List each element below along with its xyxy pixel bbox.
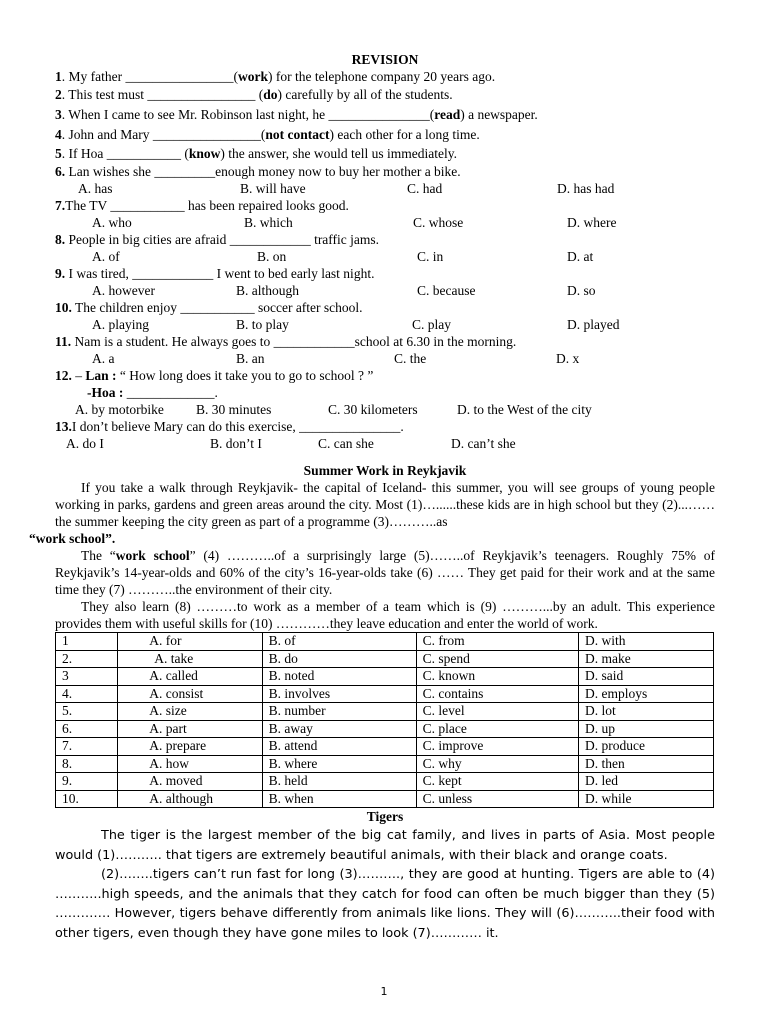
question-8: 8. People in big cities are afraid ____________ traffic jams.: [55, 232, 380, 247]
answer-option-cell[interactable]: A. for: [118, 633, 262, 651]
answer-option-cell[interactable]: C. from: [416, 633, 578, 651]
option-d[interactable]: D. played: [567, 317, 620, 332]
answer-option-cell[interactable]: C. place: [416, 720, 578, 738]
answer-table-row: [56, 738, 714, 756]
answer-number-cell: 6.: [56, 720, 118, 738]
question-11: 11. Nam is a student. He always goes to ____________school at 6.30 in the morning.: [55, 334, 517, 349]
question-12: 12. – Lan : “ How long does it take you to go to school ? ”: [55, 368, 374, 383]
answer-number-cell: 9.: [56, 773, 118, 791]
answer-option-cell[interactable]: C. contains: [416, 685, 578, 703]
question-7: 7.The TV ___________ has been repaired looks good.: [55, 198, 349, 213]
option-d[interactable]: D. to the West of the city: [457, 402, 592, 417]
answer-option-cell[interactable]: A. part: [118, 720, 262, 738]
worksheet-page: [29, 52, 715, 943]
answer-table-row: [56, 668, 714, 686]
answer-option-cell[interactable]: C. unless: [416, 790, 578, 808]
option-a[interactable]: A. by motorbike: [75, 402, 164, 417]
answer-option-cell[interactable]: B. noted: [262, 668, 416, 686]
question-6-options: [55, 180, 715, 197]
reading-paragraph-3: They also learn (8) ………to work as a member of a team which is (9) ………...by an adult. This experience provides them with useful skills for (10) …………they leave education and enter the world of work.: [55, 599, 715, 631]
question-6: 6. Lan wishes she _________enough money now to buy her mother a bike.: [55, 164, 461, 179]
question-2: 2. This test must ________________ (do) carefully by all of the students.: [55, 87, 453, 102]
answer-number-cell: 4.: [56, 685, 118, 703]
answer-number-cell: 5.: [56, 703, 118, 721]
question-10-options: [55, 316, 715, 333]
option-b[interactable]: B. although: [236, 283, 299, 298]
page-title: REVISION: [351, 52, 419, 67]
answer-number-cell: 7.: [56, 738, 118, 756]
option-c[interactable]: C. the: [394, 351, 427, 366]
answer-option-cell[interactable]: A. size: [118, 703, 262, 721]
answer-option-cell[interactable]: C. improve: [416, 738, 578, 756]
option-a[interactable]: A. has: [78, 181, 113, 196]
answer-option-cell[interactable]: B. of: [262, 633, 416, 651]
answer-table-row: [56, 650, 714, 668]
answer-number-cell: 10.: [56, 790, 118, 808]
answer-option-cell[interactable]: B. away: [262, 720, 416, 738]
question-1: 1. My father ________________(work) for the telephone company 20 years ago.: [55, 69, 496, 84]
tigers-paragraph-2: (2)……..tigers can’t run fast for long (3)………., they are good at hunting. Tigers are able to (4) ………..high speeds, and the animals that they catch for food can often be much bigger than they (5) …………. However, tigers behave differently from animals like lions. They will (6)………..their food with other tigers, even though they have gone miles to look (7)………… it.: [55, 867, 715, 941]
option-d[interactable]: D. can’t she: [451, 436, 516, 451]
option-b[interactable]: B. on: [257, 249, 287, 264]
option-c[interactable]: C. 30 kilometers: [328, 402, 418, 417]
option-b[interactable]: B. don’t I: [210, 436, 262, 451]
question-10: 10. The children enjoy ___________ soccer after school.: [55, 300, 363, 315]
question-5: 5. If Hoa ___________ (know) the answer, she would tell us immediately.: [55, 146, 458, 161]
answer-option-cell[interactable]: D. lot: [579, 703, 714, 721]
option-c[interactable]: C. because: [417, 283, 476, 298]
answer-option-cell[interactable]: B. involves: [262, 685, 416, 703]
answer-option-cell[interactable]: A. moved: [118, 773, 262, 791]
option-c[interactable]: C. whose: [413, 215, 464, 230]
answer-option-cell[interactable]: D. make: [579, 650, 714, 668]
option-a[interactable]: A. however: [92, 283, 155, 298]
option-d[interactable]: D. so: [567, 283, 596, 298]
answer-option-cell[interactable]: D. with: [579, 633, 714, 651]
question-3: 3. When I came to see Mr. Robinson last night, he _______________(read) a newspaper.: [55, 107, 538, 122]
option-a[interactable]: A. of: [92, 249, 120, 264]
answer-number-cell: 8.: [56, 755, 118, 773]
answer-option-cell[interactable]: A. how: [118, 755, 262, 773]
answer-option-cell[interactable]: C. kept: [416, 773, 578, 791]
option-c[interactable]: C. play: [412, 317, 451, 332]
option-c[interactable]: C. had: [407, 181, 443, 196]
answer-option-cell[interactable]: B. do: [262, 650, 416, 668]
answer-option-cell[interactable]: D. produce: [579, 738, 714, 756]
answer-option-cell[interactable]: A. consist: [118, 685, 262, 703]
option-b[interactable]: B. to play: [236, 317, 289, 332]
answer-option-cell[interactable]: A. although: [118, 790, 262, 808]
option-c[interactable]: C. can she: [318, 436, 374, 451]
answer-option-cell[interactable]: A. take: [118, 650, 262, 668]
question-9: 9. I was tired, ____________ I went to bed early last night.: [55, 266, 375, 281]
answer-table-row: [56, 720, 714, 738]
answer-option-cell[interactable]: C. spend: [416, 650, 578, 668]
page-number: 1: [380, 985, 388, 998]
answer-option-cell[interactable]: B. where: [262, 755, 416, 773]
answer-option-cell[interactable]: C. level: [416, 703, 578, 721]
answer-option-cell[interactable]: B. when: [262, 790, 416, 808]
answer-option-cell[interactable]: D. then: [579, 755, 714, 773]
answer-table-row: [56, 703, 714, 721]
answer-option-cell[interactable]: D. led: [579, 773, 714, 791]
question-7-options: [55, 214, 715, 231]
answer-option-cell[interactable]: C. why: [416, 755, 578, 773]
question-13: 13.I don’t believe Mary can do this exercise, _______________.: [55, 419, 404, 434]
answer-table-row: [56, 773, 714, 791]
option-b[interactable]: B. will have: [240, 181, 306, 196]
reading-title-reykjavik: Summer Work in Reykjavik: [303, 463, 467, 478]
answer-number-cell: 1: [56, 633, 118, 651]
question-8-options: [55, 248, 715, 265]
option-a[interactable]: A. a: [92, 351, 115, 366]
question-4: 4. John and Mary ________________(not contact) each other for a long time.: [55, 127, 480, 142]
option-d[interactable]: D. has had: [557, 181, 615, 196]
option-b[interactable]: B. 30 minutes: [196, 402, 272, 417]
answer-table-row: [56, 755, 714, 773]
answer-table-row: [56, 790, 714, 808]
question-12-reply: -Hoa : _____________.: [87, 385, 218, 400]
option-d[interactable]: D. where: [567, 215, 617, 230]
reading-paragraph-2: The “work school” (4) ………..of a surprisingly large (5)……..of Reykjavik’s teenagers. Roughly 75% of Reykjavik’s 14-year-olds and 60% of the city’s 16-year-olds take (6) …… They get paid for their work and at the same time they (7) ………..the environment of their city.: [55, 548, 715, 597]
answer-option-cell[interactable]: B. held: [262, 773, 416, 791]
answer-options-table: [55, 632, 714, 808]
question-11-options: [55, 350, 715, 367]
answer-option-cell[interactable]: A. called: [118, 668, 262, 686]
answer-option-cell[interactable]: B. attend: [262, 738, 416, 756]
reading-title-tigers: Tigers: [366, 809, 404, 824]
option-a[interactable]: A. do I: [66, 436, 104, 451]
question-12-options: [55, 401, 715, 418]
option-a[interactable]: A. playing: [92, 317, 149, 332]
question-9-options: [55, 282, 715, 299]
option-b[interactable]: B. which: [244, 215, 293, 230]
option-c[interactable]: C. in: [417, 249, 444, 264]
answer-option-cell[interactable]: A. prepare: [118, 738, 262, 756]
option-a[interactable]: A. who: [92, 215, 132, 230]
answer-number-cell: 3: [56, 668, 118, 686]
answer-table-row: [56, 633, 714, 651]
option-d[interactable]: D. x: [556, 351, 580, 366]
answer-option-cell[interactable]: C. known: [416, 668, 578, 686]
option-d[interactable]: D. at: [567, 249, 594, 264]
answer-option-cell[interactable]: D. while: [579, 790, 714, 808]
answer-option-cell[interactable]: D. up: [579, 720, 714, 738]
option-b[interactable]: B. an: [236, 351, 265, 366]
answer-option-cell[interactable]: D. employs: [579, 685, 714, 703]
answer-table-row: [56, 685, 714, 703]
tigers-paragraph-1: The tiger is the largest member of the big cat family, and lives in parts of Asia. Most people would (1)……….. that tigers are extremely beautiful animals, with their black and orange coats.: [55, 828, 715, 863]
question-13-options: [55, 435, 715, 452]
answer-option-cell[interactable]: D. said: [579, 668, 714, 686]
reading-paragraph-1: If you take a walk through Reykjavik- the capital of Iceland- this summer, you will see groups of young people working in parks, gardens and green areas around the city. Most (1)…......these kids are in high school but they (2)...……the summer keeping the city green as part of a programme (3)………..as “work school”.: [29, 480, 715, 546]
answer-number-cell: 2.: [56, 650, 118, 668]
answer-option-cell[interactable]: B. number: [262, 703, 416, 721]
